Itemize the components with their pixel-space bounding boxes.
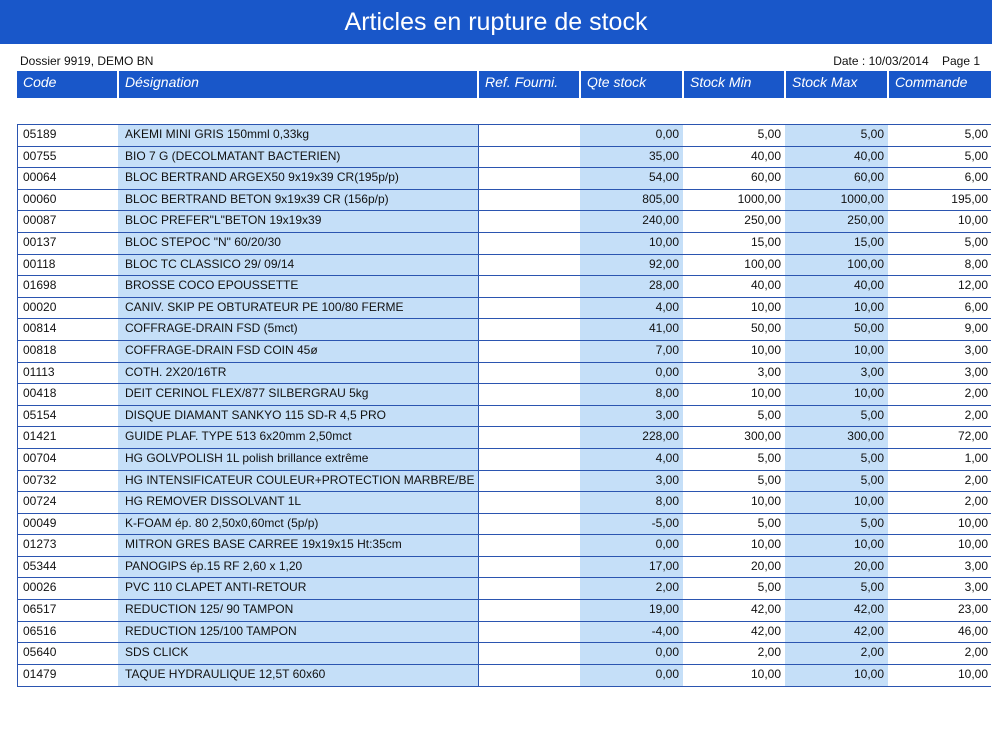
cell-qte-stock: 0,00 — [580, 125, 683, 146]
table-row — [18, 665, 990, 687]
cell-qte-stock: 41,00 — [580, 319, 683, 340]
cell-ref-fourni — [478, 622, 580, 643]
cell-qte-stock: 3,00 — [580, 471, 683, 492]
cell-ref-fourni — [478, 406, 580, 427]
cell-commande: 2,00 — [888, 384, 992, 405]
column-header-stock-min: Stock Min — [682, 71, 784, 98]
cell-designation: COTH. 2X20/16TR — [118, 363, 478, 384]
column-header-code: Code — [23, 74, 57, 90]
cell-ref-fourni — [478, 298, 580, 319]
cell-commande: 2,00 — [888, 492, 992, 513]
cell-designation: AKEMI MINI GRIS 150mml 0,33kg — [118, 125, 478, 146]
table-row — [18, 384, 990, 406]
cell-commande: 10,00 — [888, 665, 992, 687]
table-row — [18, 147, 990, 169]
cell-qte-stock: 2,00 — [580, 578, 683, 599]
cell-qte-stock: 4,00 — [580, 449, 683, 470]
cell-code: 00418 — [18, 384, 118, 405]
column-header-bar — [17, 71, 991, 98]
cell-stock-max: 10,00 — [785, 535, 888, 556]
cell-stock-max: 2,00 — [785, 643, 888, 664]
cell-code: 01273 — [18, 535, 118, 556]
cell-stock-max: 40,00 — [785, 276, 888, 297]
table-row — [18, 643, 990, 665]
column-header-qte-stock: Qte stock — [579, 71, 682, 98]
cell-stock-min: 5,00 — [683, 471, 785, 492]
cell-stock-min: 10,00 — [683, 341, 785, 362]
cell-code: 00064 — [18, 168, 118, 189]
cell-stock-min: 42,00 — [683, 600, 785, 621]
cell-qte-stock: 28,00 — [580, 276, 683, 297]
cell-stock-min: 42,00 — [683, 622, 785, 643]
cell-ref-fourni — [478, 147, 580, 168]
cell-designation: HG GOLVPOLISH 1L polish brillance extrême — [118, 449, 478, 470]
cell-commande: 8,00 — [888, 255, 992, 276]
cell-commande: 2,00 — [888, 471, 992, 492]
cell-stock-max: 42,00 — [785, 600, 888, 621]
cell-qte-stock: 3,00 — [580, 406, 683, 427]
table-row — [18, 276, 990, 298]
cell-ref-fourni — [478, 190, 580, 211]
cell-stock-min: 10,00 — [683, 492, 785, 513]
table-row — [18, 125, 990, 147]
table-row — [18, 319, 990, 341]
table-row — [18, 190, 990, 212]
cell-commande: 1,00 — [888, 449, 992, 470]
column-header-stock-max: Stock Max — [784, 71, 887, 98]
table-row — [18, 535, 990, 557]
cell-qte-stock: 4,00 — [580, 298, 683, 319]
cell-code: 00755 — [18, 147, 118, 168]
cell-code: 01421 — [18, 427, 118, 448]
cell-qte-stock: 92,00 — [580, 255, 683, 276]
cell-code: 00704 — [18, 449, 118, 470]
cell-qte-stock: 17,00 — [580, 557, 683, 578]
cell-stock-min: 40,00 — [683, 276, 785, 297]
cell-stock-min: 3,00 — [683, 363, 785, 384]
table-row — [18, 578, 990, 600]
cell-stock-max: 10,00 — [785, 384, 888, 405]
cell-commande: 3,00 — [888, 557, 992, 578]
cell-qte-stock: 19,00 — [580, 600, 683, 621]
cell-designation: COFFRAGE-DRAIN FSD (5mct) — [118, 319, 478, 340]
cell-ref-fourni — [478, 168, 580, 189]
cell-ref-fourni — [478, 255, 580, 276]
table-row — [18, 363, 990, 385]
report-title: Articles en rupture de stock — [0, 0, 992, 44]
cell-stock-min: 250,00 — [683, 211, 785, 232]
table-row — [18, 211, 990, 233]
cell-ref-fourni — [478, 276, 580, 297]
cell-code: 01479 — [18, 665, 118, 687]
cell-stock-max: 10,00 — [785, 341, 888, 362]
cell-stock-max: 5,00 — [785, 406, 888, 427]
cell-commande: 2,00 — [888, 643, 992, 664]
cell-ref-fourni — [478, 319, 580, 340]
cell-commande: 46,00 — [888, 622, 992, 643]
cell-code: 05640 — [18, 643, 118, 664]
cell-stock-max: 5,00 — [785, 578, 888, 599]
cell-commande: 72,00 — [888, 427, 992, 448]
column-header-designation: Désignation — [117, 71, 477, 98]
cell-qte-stock: 10,00 — [580, 233, 683, 254]
cell-stock-min: 60,00 — [683, 168, 785, 189]
cell-stock-min: 5,00 — [683, 449, 785, 470]
cell-commande: 3,00 — [888, 341, 992, 362]
cell-ref-fourni — [478, 492, 580, 513]
table-row — [18, 341, 990, 363]
cell-commande: 5,00 — [888, 147, 992, 168]
cell-designation: HG REMOVER DISSOLVANT 1L — [118, 492, 478, 513]
cell-commande: 6,00 — [888, 298, 992, 319]
cell-code: 00118 — [18, 255, 118, 276]
cell-stock-max: 5,00 — [785, 471, 888, 492]
cell-ref-fourni — [478, 125, 580, 146]
cell-commande: 12,00 — [888, 276, 992, 297]
table-row — [18, 255, 990, 277]
cell-commande: 3,00 — [888, 578, 992, 599]
column-header-commande: Commande — [887, 71, 991, 98]
cell-stock-min: 10,00 — [683, 384, 785, 405]
cell-commande: 195,00 — [888, 190, 992, 211]
cell-ref-fourni — [478, 600, 580, 621]
cell-ref-fourni — [478, 665, 580, 687]
stock-table — [17, 124, 991, 687]
table-row — [18, 406, 990, 428]
cell-designation: GUIDE PLAF. TYPE 513 6x20mm 2,50mct — [118, 427, 478, 448]
table-row — [18, 449, 990, 471]
cell-ref-fourni — [478, 471, 580, 492]
cell-designation: REDUCTION 125/ 90 TAMPON — [118, 600, 478, 621]
cell-designation: BROSSE COCO EPOUSSETTE — [118, 276, 478, 297]
cell-qte-stock: 228,00 — [580, 427, 683, 448]
cell-code: 00818 — [18, 341, 118, 362]
cell-code: 00137 — [18, 233, 118, 254]
cell-stock-max: 50,00 — [785, 319, 888, 340]
table-row — [18, 514, 990, 536]
cell-code: 06517 — [18, 600, 118, 621]
cell-ref-fourni — [478, 578, 580, 599]
table-row — [18, 233, 990, 255]
cell-qte-stock: 0,00 — [580, 535, 683, 556]
cell-stock-min: 40,00 — [683, 147, 785, 168]
cell-commande: 2,00 — [888, 406, 992, 427]
cell-commande: 10,00 — [888, 211, 992, 232]
cell-stock-min: 10,00 — [683, 665, 785, 687]
cell-ref-fourni — [478, 211, 580, 232]
cell-code: 05189 — [18, 125, 118, 146]
cell-commande: 10,00 — [888, 514, 992, 535]
cell-designation: BLOC TC CLASSICO 29/ 09/14 — [118, 255, 478, 276]
cell-designation: BLOC BERTRAND BETON 9x19x39 CR (156p/p) — [118, 190, 478, 211]
cell-designation: COFFRAGE-DRAIN FSD COIN 45ø — [118, 341, 478, 362]
table-row — [18, 471, 990, 493]
cell-code: 00020 — [18, 298, 118, 319]
dossier-label: Dossier 9919, DEMO BN — [20, 54, 154, 68]
cell-code: 00060 — [18, 190, 118, 211]
table-row — [18, 168, 990, 190]
cell-qte-stock: 54,00 — [580, 168, 683, 189]
date-page-label: Date : 10/03/2014 Page 1 — [833, 54, 980, 68]
cell-qte-stock: 0,00 — [580, 665, 683, 687]
cell-qte-stock: 0,00 — [580, 363, 683, 384]
cell-code: 05154 — [18, 406, 118, 427]
cell-commande: 6,00 — [888, 168, 992, 189]
cell-designation: SDS CLICK — [118, 643, 478, 664]
cell-designation: BLOC STEPOC "N" 60/20/30 — [118, 233, 478, 254]
cell-designation: MITRON GRES BASE CARREE 19x19x15 Ht:35cm — [118, 535, 478, 556]
cell-designation: BLOC PREFER"L"BETON 19x19x39 — [118, 211, 478, 232]
cell-stock-min: 5,00 — [683, 406, 785, 427]
cell-designation: HG INTENSIFICATEUR COULEUR+PROTECTION MARBRE/BE — [118, 471, 478, 492]
cell-ref-fourni — [478, 363, 580, 384]
cell-qte-stock: 8,00 — [580, 384, 683, 405]
cell-designation: K-FOAM ép. 80 2,50x0,60mct (5p/p) — [118, 514, 478, 535]
cell-stock-min: 5,00 — [683, 514, 785, 535]
cell-stock-max: 10,00 — [785, 492, 888, 513]
cell-ref-fourni — [478, 535, 580, 556]
cell-stock-min: 10,00 — [683, 535, 785, 556]
cell-code: 01113 — [18, 363, 118, 384]
cell-stock-max: 15,00 — [785, 233, 888, 254]
cell-stock-min: 300,00 — [683, 427, 785, 448]
cell-commande: 9,00 — [888, 319, 992, 340]
cell-ref-fourni — [478, 233, 580, 254]
cell-stock-min: 5,00 — [683, 578, 785, 599]
cell-code: 00026 — [18, 578, 118, 599]
cell-qte-stock: 8,00 — [580, 492, 683, 513]
cell-code: 00087 — [18, 211, 118, 232]
cell-stock-max: 100,00 — [785, 255, 888, 276]
cell-stock-max: 42,00 — [785, 622, 888, 643]
cell-stock-max: 300,00 — [785, 427, 888, 448]
cell-designation: DISQUE DIAMANT SANKYO 115 SD-R 4,5 PRO — [118, 406, 478, 427]
cell-designation: PANOGIPS ép.15 RF 2,60 x 1,20 — [118, 557, 478, 578]
cell-qte-stock: 35,00 — [580, 147, 683, 168]
cell-stock-min: 15,00 — [683, 233, 785, 254]
cell-code: 00732 — [18, 471, 118, 492]
cell-stock-min: 5,00 — [683, 125, 785, 146]
cell-stock-max: 1000,00 — [785, 190, 888, 211]
cell-stock-min: 1000,00 — [683, 190, 785, 211]
cell-stock-max: 10,00 — [785, 298, 888, 319]
cell-code: 00814 — [18, 319, 118, 340]
cell-stock-min: 50,00 — [683, 319, 785, 340]
cell-code: 00049 — [18, 514, 118, 535]
cell-ref-fourni — [478, 427, 580, 448]
cell-designation: CANIV. SKIP PE OBTURATEUR PE 100/80 FERME — [118, 298, 478, 319]
cell-qte-stock: 0,00 — [580, 643, 683, 664]
cell-stock-max: 250,00 — [785, 211, 888, 232]
cell-code: 00724 — [18, 492, 118, 513]
cell-stock-min: 2,00 — [683, 643, 785, 664]
cell-designation: BLOC BERTRAND ARGEX50 9x19x39 CR(195p/p) — [118, 168, 478, 189]
cell-qte-stock: -4,00 — [580, 622, 683, 643]
cell-ref-fourni — [478, 341, 580, 362]
table-row — [18, 298, 990, 320]
cell-designation: TAQUE HYDRAULIQUE 12,5T 60x60 — [118, 665, 478, 687]
cell-commande: 23,00 — [888, 600, 992, 621]
cell-ref-fourni — [478, 557, 580, 578]
cell-code: 05344 — [18, 557, 118, 578]
cell-designation: BIO 7 G (DECOLMATANT BACTERIEN) — [118, 147, 478, 168]
table-row — [18, 600, 990, 622]
cell-qte-stock: 805,00 — [580, 190, 683, 211]
cell-qte-stock: -5,00 — [580, 514, 683, 535]
cell-stock-max: 3,00 — [785, 363, 888, 384]
column-header-ref-fourni: Ref. Fourni. — [477, 71, 579, 98]
cell-ref-fourni — [478, 643, 580, 664]
table-row — [18, 622, 990, 644]
cell-stock-min: 20,00 — [683, 557, 785, 578]
cell-stock-min: 10,00 — [683, 298, 785, 319]
cell-qte-stock: 7,00 — [580, 341, 683, 362]
table-row — [18, 492, 990, 514]
cell-ref-fourni — [478, 384, 580, 405]
table-row — [18, 427, 990, 449]
cell-ref-fourni — [478, 449, 580, 470]
table-row — [18, 557, 990, 579]
cell-code: 06516 — [18, 622, 118, 643]
cell-commande: 5,00 — [888, 125, 992, 146]
cell-qte-stock: 240,00 — [580, 211, 683, 232]
cell-commande: 5,00 — [888, 233, 992, 254]
cell-stock-max: 5,00 — [785, 514, 888, 535]
cell-commande: 3,00 — [888, 363, 992, 384]
cell-stock-max: 20,00 — [785, 557, 888, 578]
cell-stock-max: 10,00 — [785, 665, 888, 687]
cell-stock-max: 5,00 — [785, 449, 888, 470]
cell-ref-fourni — [478, 514, 580, 535]
cell-stock-max: 40,00 — [785, 147, 888, 168]
cell-designation: PVC 110 CLAPET ANTI-RETOUR — [118, 578, 478, 599]
cell-designation: DEIT CERINOL FLEX/877 SILBERGRAU 5kg — [118, 384, 478, 405]
cell-stock-min: 100,00 — [683, 255, 785, 276]
cell-code: 01698 — [18, 276, 118, 297]
cell-designation: REDUCTION 125/100 TAMPON — [118, 622, 478, 643]
cell-stock-max: 5,00 — [785, 125, 888, 146]
cell-commande: 10,00 — [888, 535, 992, 556]
cell-stock-max: 60,00 — [785, 168, 888, 189]
